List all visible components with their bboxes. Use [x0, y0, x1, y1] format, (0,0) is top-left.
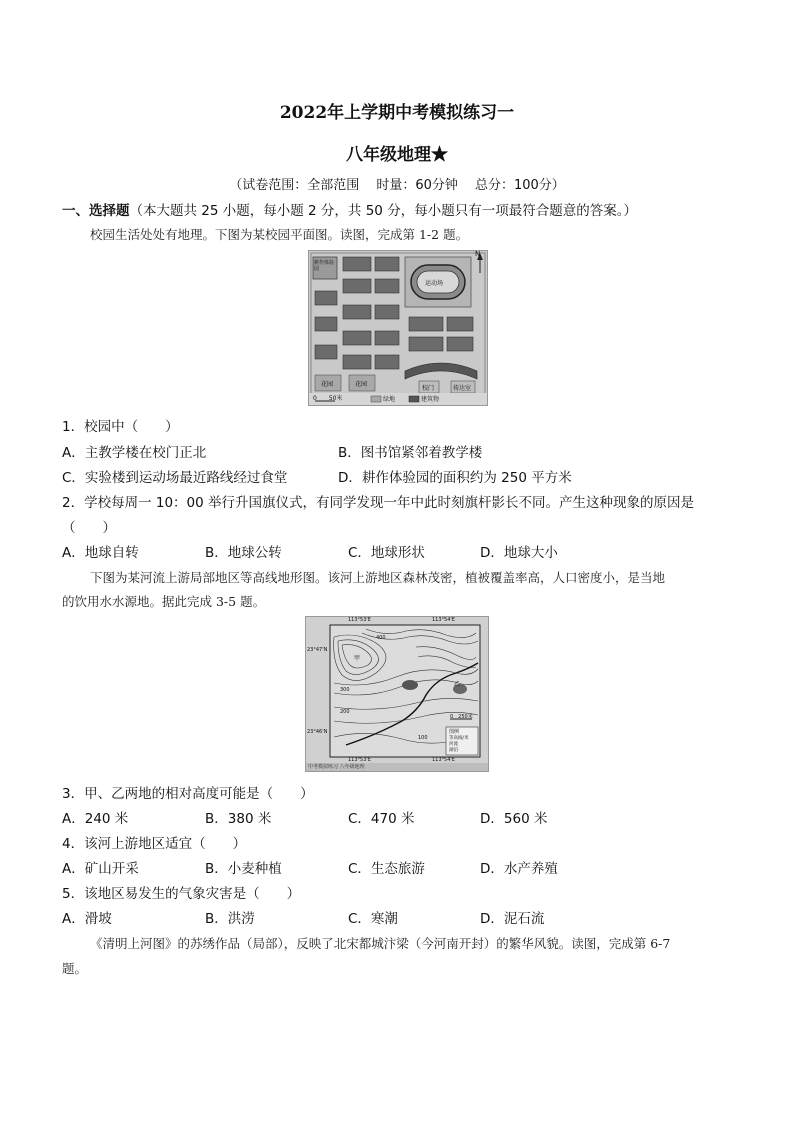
q4-stem: 4．该河上游地区适宜（ ） [62, 836, 247, 852]
q4-option-a: A．矿山开采 [62, 861, 139, 877]
q5-option-b: B．洪涝 [205, 911, 255, 927]
q1-option-c: C．实验楼到运动场最近路线经过食堂 [62, 470, 288, 486]
label-contour-100: 100 [418, 735, 428, 741]
legend-lake: 湖泊 [449, 748, 458, 753]
north-icon: N [475, 250, 481, 258]
section-note: （本大题共 25 小题，每小题 2 分，共 50 分，每小题只有一项最符合题意的答案。） [129, 203, 637, 219]
q3-stem: 3．甲、乙两地的相对高度可能是（ ） [62, 786, 314, 802]
exam-meta: （试卷范围：全部范围 时量：60分钟 总分：100分） [229, 178, 565, 193]
q4-option-c: C．生态旅游 [348, 861, 425, 877]
label-garden-1: 花园 [321, 381, 334, 388]
q5-option-d: D．泥石流 [480, 911, 545, 927]
paper-subtitle: 八年级地理★ [346, 145, 448, 165]
q4-option-d: D．水产养殖 [480, 861, 558, 877]
q3-option-a: A．240 米 [62, 811, 129, 827]
q5-stem: 5．该地区易发生的气象灾害是（ ） [62, 886, 301, 902]
label-lat-top: 23°47'N [307, 647, 328, 653]
figure-footer-text: 中考模拟练习 八年级地理 [308, 764, 365, 770]
legend-contour: 等高线/米 [449, 736, 469, 741]
label-lon-left-top: 113°53'E [348, 617, 371, 623]
label-track: 运动场 [425, 280, 444, 287]
q2-stem-bracket: （ ） [62, 520, 116, 536]
label-lon-right-bottom: 113°54'E [432, 757, 455, 763]
label-jia: 甲 [354, 655, 361, 662]
label-yi: 乙 [454, 681, 461, 688]
contour-map-figure [305, 616, 489, 772]
label-contour-400: 400 [376, 635, 386, 641]
label-gate: 校门 [422, 385, 435, 392]
q1-option-d: D．耕作体验园的面积约为 250 平方米 [338, 470, 572, 486]
label-contour-300: 300 [340, 687, 350, 693]
label-scale-2: 0 250米 [450, 714, 473, 720]
campus-map-figure [308, 250, 488, 406]
q2-option-d: D．地球大小 [480, 545, 558, 561]
q1-stem: 1．校园中（ ） [62, 419, 179, 435]
q3-option-c: C．470 米 [348, 811, 415, 827]
intro-3-line-2: 题。 [62, 961, 88, 976]
intro-3-line-1: 《清明上河图》的苏绣作品（局部），反映了北宋都城汴梁（今河南开封）的繁华风貌。读图，完成第 6-7 [90, 936, 671, 951]
intro-2-line-2: 的饮用水水源地。据此完成 3-5 题。 [62, 594, 266, 609]
section-heading [62, 199, 637, 219]
q1-option-b: B．图书馆紧邻着教学楼 [338, 445, 483, 461]
q2-option-c: C．地球形状 [348, 545, 425, 561]
label-farm: 耕作体验园 [314, 260, 335, 272]
q3-option-d: D．560 米 [480, 811, 548, 827]
campus-map [309, 251, 487, 405]
q5-option-c: C．寒潮 [348, 911, 398, 927]
section-title: 一、选择题 [62, 203, 130, 219]
q2-stem: 2．学校每周一 10：00 举行升国旗仪式，有同学发现一年中此时刻旗杆影长不同。产生这种现象的原因是 [62, 495, 695, 511]
intro-1: 校园生活处处有地理。下图为某校园平面图。读图，完成第 1-2 题。 [90, 227, 469, 242]
intro-2-line-1: 下图为某河流上游局部地区等高线地形图。该河上游地区森林茂密，植被覆盖率高，人口密度小，是当地 [90, 570, 666, 585]
q2-option-b: B．地球公转 [205, 545, 282, 561]
paper-title: 2022年上学期中考模拟练习一 [279, 103, 515, 123]
label-lon-right-top: 113°54'E [432, 617, 455, 623]
q4-option-b: B．小麦种植 [205, 861, 282, 877]
q5-option-a: A．滑坡 [62, 911, 112, 927]
contour-map [306, 617, 488, 771]
label-garden-2: 花园 [355, 381, 368, 388]
label-guard: 传达室 [453, 385, 472, 392]
q2-option-a: A．地球自转 [62, 545, 139, 561]
label-scale: 0 50米 [313, 395, 343, 402]
label-lat-bottom: 23°46'N [307, 729, 328, 735]
label-contour-200: 200 [340, 709, 350, 715]
legend-green: 绿地 [383, 396, 396, 403]
q1-option-a: A．主教学楼在校门正北 [62, 445, 207, 461]
label-lon-left-bottom: 113°53'E [348, 757, 371, 763]
legend-river: 河流 [449, 742, 458, 747]
legend-building: 建筑物 [421, 396, 440, 403]
legend-title: 图例 [449, 729, 460, 735]
q3-option-b: B．380 米 [205, 811, 272, 827]
